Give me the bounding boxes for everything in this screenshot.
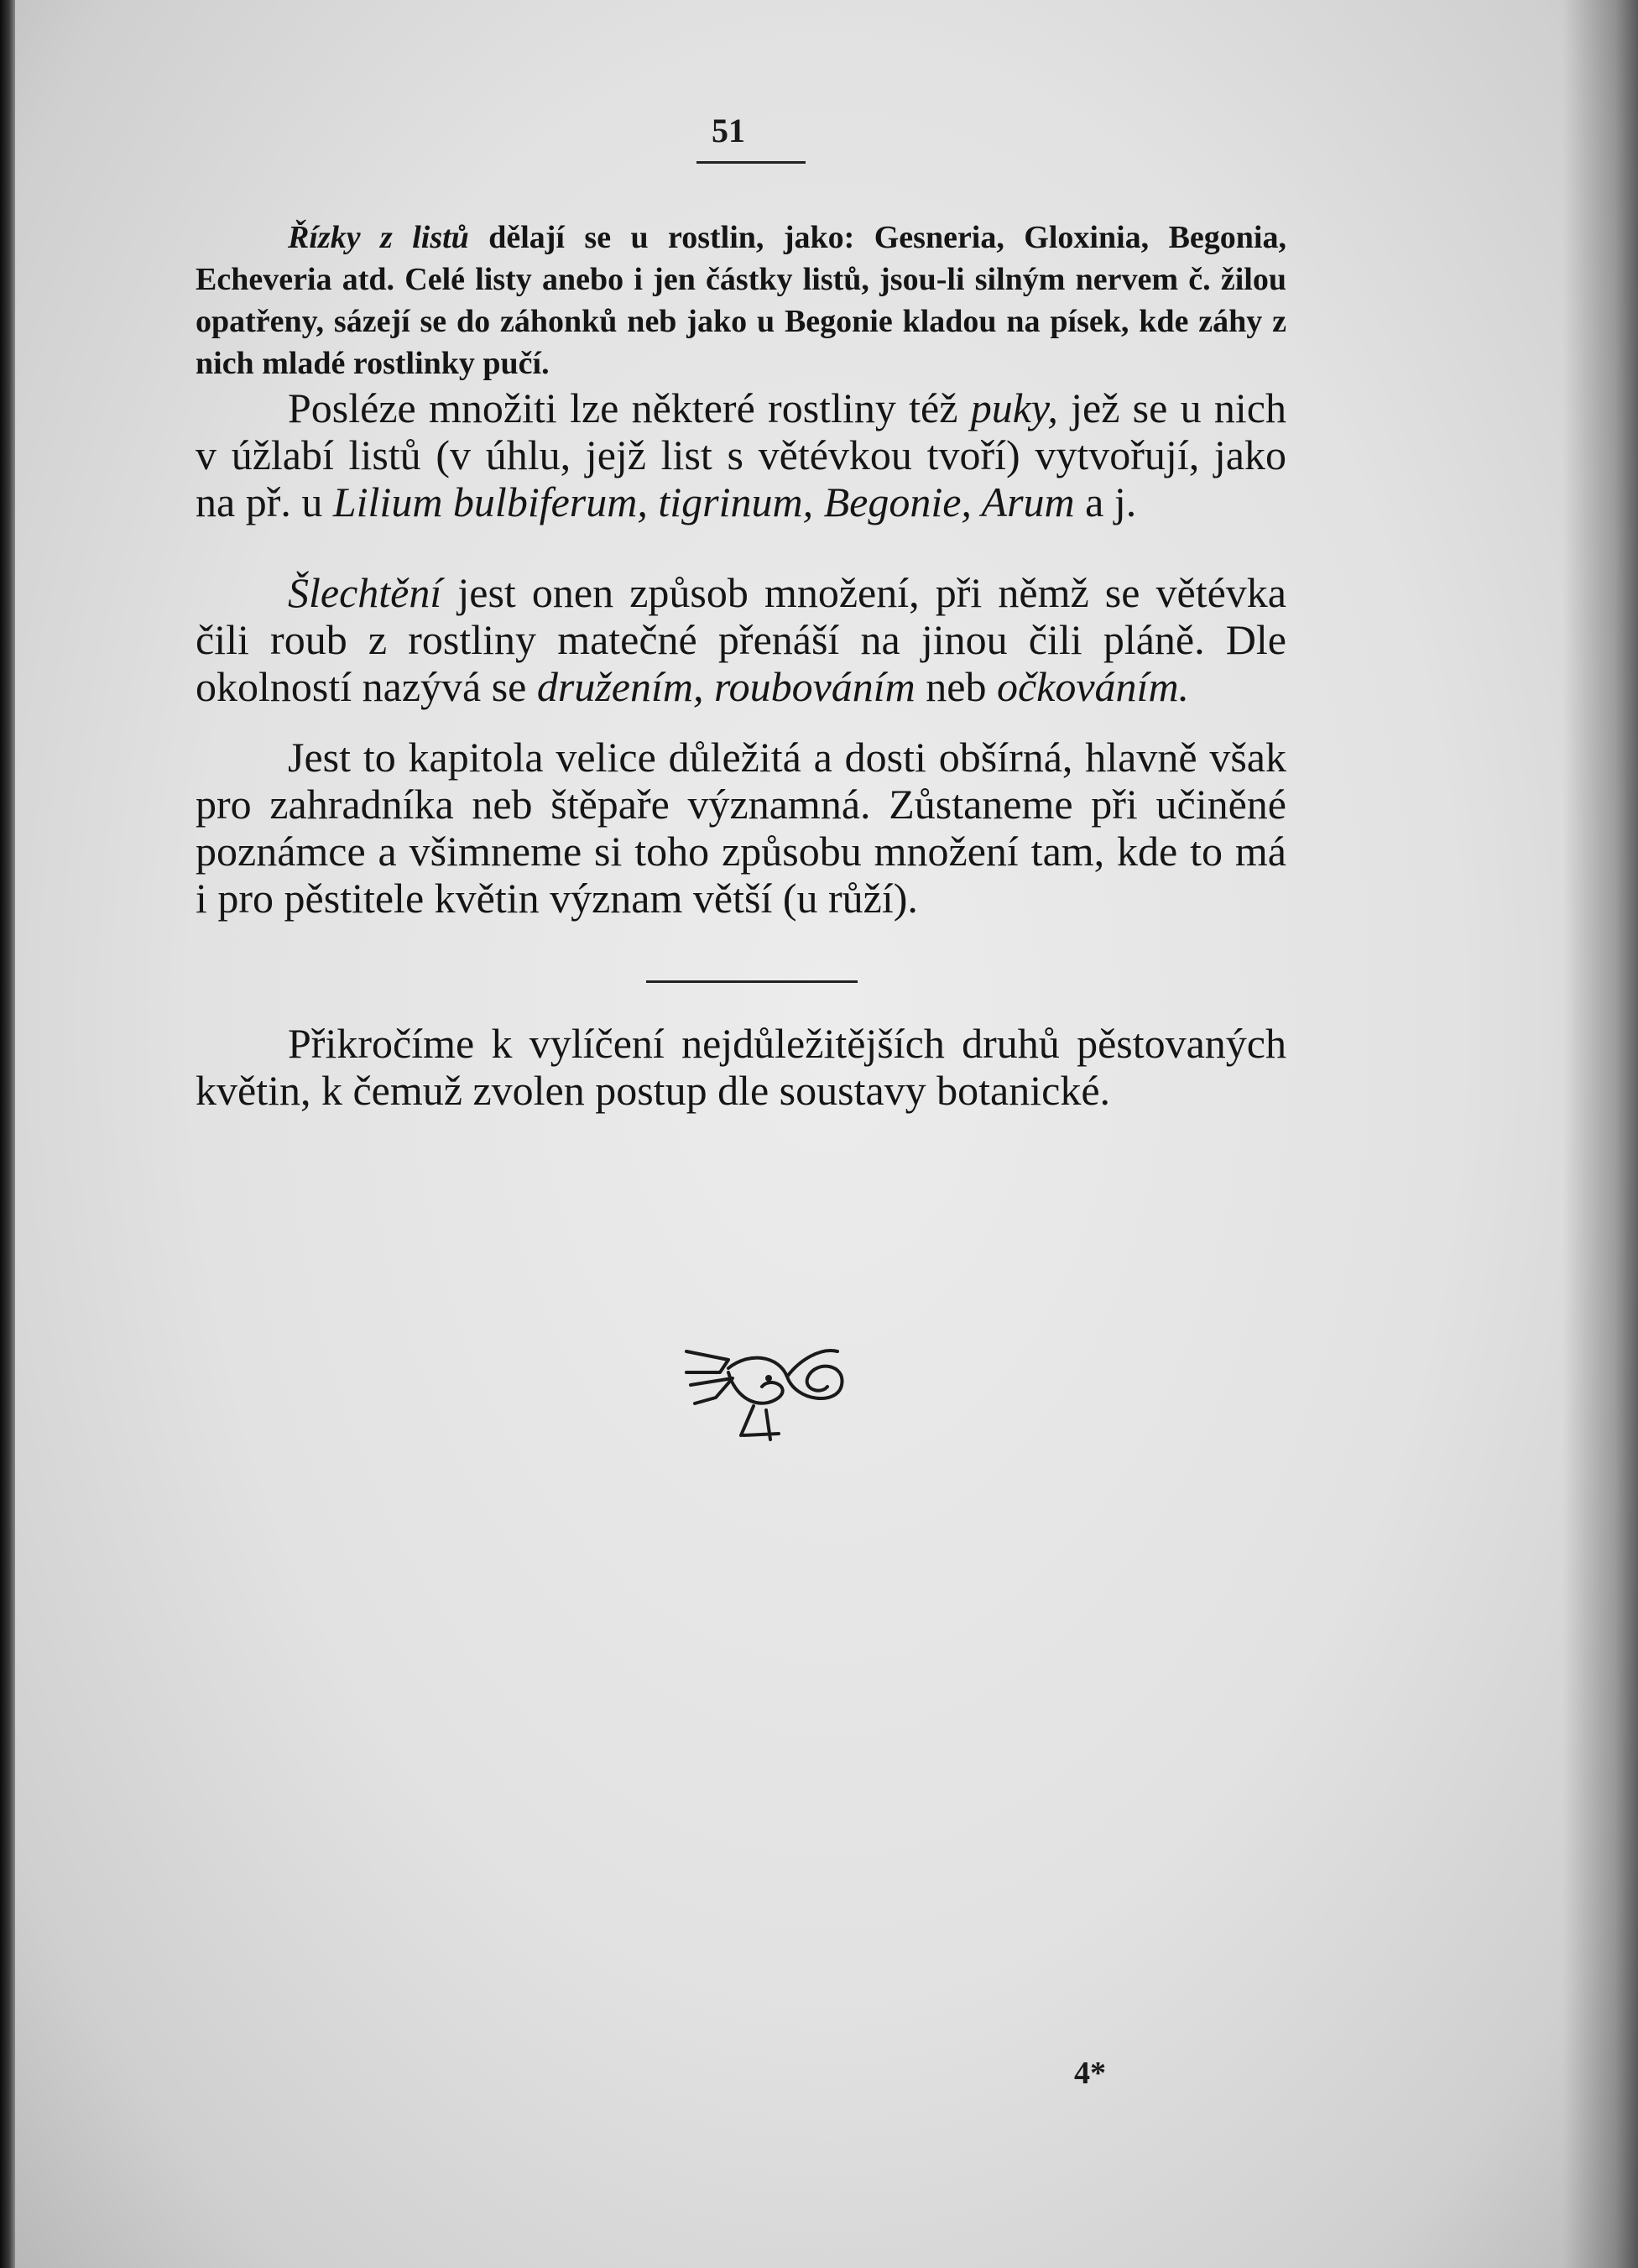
term-buds: puky, (970, 384, 1058, 431)
page-number-rule (696, 161, 806, 164)
page-edge-shadow (1562, 0, 1638, 2268)
paragraph-text: jest onen způsob množení, při němž se větévka čili roub z rostliny matečné přenáší na jinou čili pláně. Dle okolností nazývá se (196, 569, 1286, 710)
book-gutter-shadow (0, 0, 15, 2268)
paragraph-leaf-cuttings (196, 217, 1286, 384)
paragraph-buds (196, 384, 1286, 525)
term-grafting: Šlechtění (288, 569, 442, 616)
paragraph-next-section: Přikročíme k vylíčení nejdůležitějších druhů pěstovaných květin, k čemuž zvolen postup dle soustavy botanické. (196, 1020, 1286, 1114)
section-divider (646, 980, 858, 983)
paragraph-text: neb (915, 663, 997, 710)
term-leaf-cuttings: Řízky z listů (288, 220, 469, 255)
paragraph-text: Posléze množiti lze některé rostliny též (288, 384, 971, 431)
paragraph-text: a j. (1074, 478, 1137, 525)
term-plant-names: Lilium bulbiferum, tigrinum, Begonie, Arum (332, 478, 1075, 525)
term-grafting-methods: družením, roubováním (536, 663, 916, 710)
paragraph-text: jež se u nich v úžlabí listů (v úhlu, jejž list s větévkou tvoří) vytvořují, jako na př. u (196, 384, 1286, 525)
paragraph-text: dělají se u rostlin, jako: Gesneria, Gloxinia, Begonia, Echeveria atd. Celé listy anebo i jen částky listů, jsou-li silným nervem č. žilou opatřeny, sázejí se do záhonků neb jako u Begonie kladou na písek, kde záhy z nich mladé rostlinky pučí. (196, 220, 1286, 381)
paragraph-grafting (196, 569, 1286, 710)
dragon-vignette-icon (670, 1326, 854, 1452)
book-page (15, 0, 1638, 2268)
paragraph-chapter-note: Jest to kapitola velice důležitá a dosti obšírná, hlavně však pro zahradníka neb štěpaře významná. Zůstaneme při učiněné poznámce a všimneme si toho způsobu množení tam, kde to má i pro pěstitele květin význam větší (u růží). (196, 734, 1286, 922)
signature-mark: 4* (1074, 2056, 1106, 2091)
term-budding: očkováním. (996, 663, 1190, 710)
page-number: 51 (712, 112, 745, 149)
